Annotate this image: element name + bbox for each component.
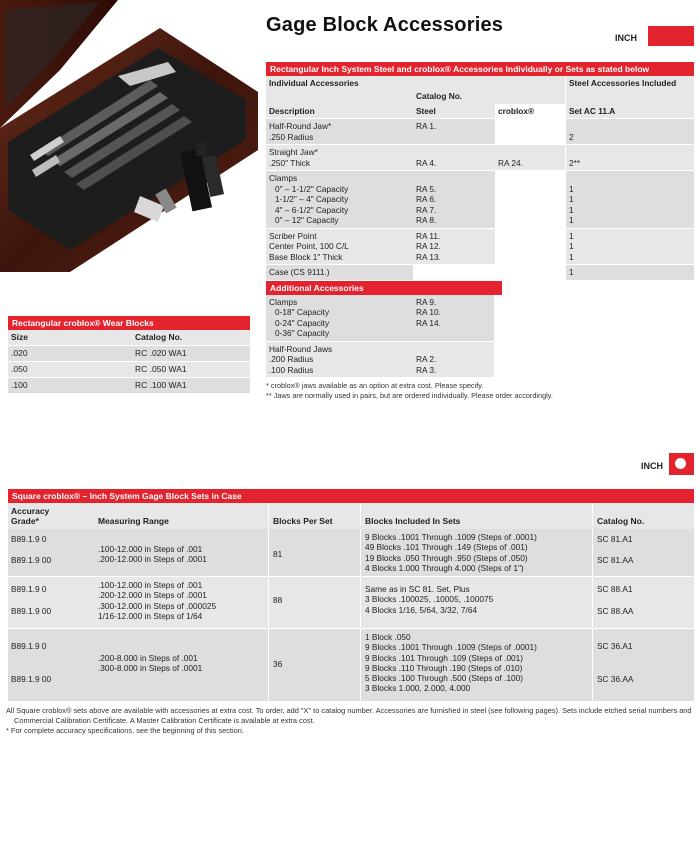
col-set: Set AC 11.A [565, 104, 694, 118]
wear-blocks-table [8, 316, 250, 394]
note-line-2: Commercial Calibration Certificate. A Master Calibration Certificate is available at extra cost. [14, 716, 315, 725]
table-row: B89.1.9 0 B89.1.9 00 .100-12.000 in Steps of .001 .200-12.000 in Steps of .0001 81 9 Blocks .1001 Through .1009 (Steps of .0001) 49 Blocks .101 Through .149 (Steps of .001) 19 Blocks .050 Through .950 (Steps of .050) 4 Blocks 1.000 Through 4.000 (Steps of 1") SC 81.A1 SC 81.AA [8, 529, 694, 577]
unit-tab-bottom [669, 453, 694, 475]
note-line-1: All Square croblox® sets above are available with accessories at extra cost. To order, add "X" to catalog number. Accessories are furnished in steel (see following pages). Sets include etched serial numbers and [6, 706, 692, 715]
table-row: Half-Round Jaw* .250 Radius RA 1. 2 [266, 119, 694, 145]
col-steel: Steel [416, 106, 436, 116]
table-row: B89.1.9 0 B89.1.9 00 .100-12.000 in Steps of .001 .200-12.000 in Steps of .0001 .300-12.000 in Steps of .000025 1/16-12.000 in Steps of 1/64 88 Same as in SC 81. Set, Plus 3 Blocks .100025, .10005, .100075 4 Blocks 1/16, 5/64, 3/32, 7/64 SC 88.A1 SC 88.AA [8, 577, 694, 629]
col-steel-included: Steel Accessories Included [565, 76, 694, 90]
accessories-table [266, 62, 694, 401]
table-header-row: Size Catalog No. [8, 330, 250, 346]
note-line-3: * For complete accuracy specifications, see the beginning of this section. [6, 726, 244, 735]
table-header-row: Accuracy Grade* Measuring Range Blocks Per Set Blocks Included In Sets Catalog No. [8, 503, 694, 529]
col-catalog: Catalog No. [416, 91, 463, 101]
unit-tab-top [648, 26, 694, 46]
product-photo [0, 0, 258, 272]
table-row: Half-Round Jaws .200 Radius .100 Radius RA 2. RA 3. [266, 342, 494, 379]
table-row: B89.1.9 0 B89.1.9 00 .200-8.000 in Steps of .001 .300-8.000 in Steps of .0001 36 1 Block .050 9 Blocks .1001 Through .1009 (Steps of .0001) 9 Blocks .101 Through .109 (Steps of .001) 9 Blocks .110 Through .190 (Steps of .010) 5 Blocks .100 Through .500 (Steps of .100) 3 Blocks 1.000, 2.000, 4.000 SC 36.A1 SC 36.AA [8, 629, 694, 702]
table-row: Scriber Point Center Point, 100 C/L Base Block 1" Thick RA 11. RA 12. RA 13. 1 1 1 [266, 229, 694, 266]
col-croblox: croblox® [495, 104, 565, 118]
col-description: Description [269, 106, 315, 116]
square-sets-table [8, 489, 694, 702]
table-row: .100 RC .100 WA1 [8, 378, 250, 394]
square-sets-header: Square croblox® – Inch System Gage Block Sets in Case [8, 489, 694, 503]
table-row: .020 RC .020 WA1 [8, 346, 250, 362]
page-title: Gage Block Accessories [266, 14, 504, 36]
unit-label-bottom: INCH [641, 461, 663, 471]
notes [6, 706, 696, 736]
table-row: Straight Jaw* .250" Thick RA 4. RA 24. 2** [266, 145, 694, 171]
table-row: Clamps 0-18" Capacity 0-24" Capacity 0-36" Capacity RA 9. RA 10. RA 14. [266, 295, 494, 342]
metric-circle-icon [675, 458, 686, 469]
table-row: .050 RC .050 WA1 [8, 362, 250, 378]
table-row: Clamps 0" – 1-1/2" Capacity 1-1/2" – 4" Capacity 4" – 6-1/2" Capacity 0" – 12" Capacity RA 5. RA 6. RA 7. RA 8. 1 1 1 1 [266, 171, 694, 229]
unit-label-top: INCH [615, 33, 637, 43]
accessories-table-header: Rectangular Inch System Steel and croblox® Accessories Individually or Sets as stated below [266, 62, 694, 76]
wear-blocks-header: Rectangular croblox® Wear Blocks [8, 316, 250, 330]
footnote-1: * croblox® jaws available as an option at extra cost. Please specify. [266, 381, 484, 390]
table-row: Case (CS 9111.) 1 [266, 265, 694, 281]
footnote-2: ** Jaws are normally used in pairs, but are ordered individually. Please order accordingly. [266, 391, 553, 400]
col-individual: Individual Accessories [269, 78, 359, 88]
additional-accessories-header: Additional Accessories [266, 281, 502, 295]
